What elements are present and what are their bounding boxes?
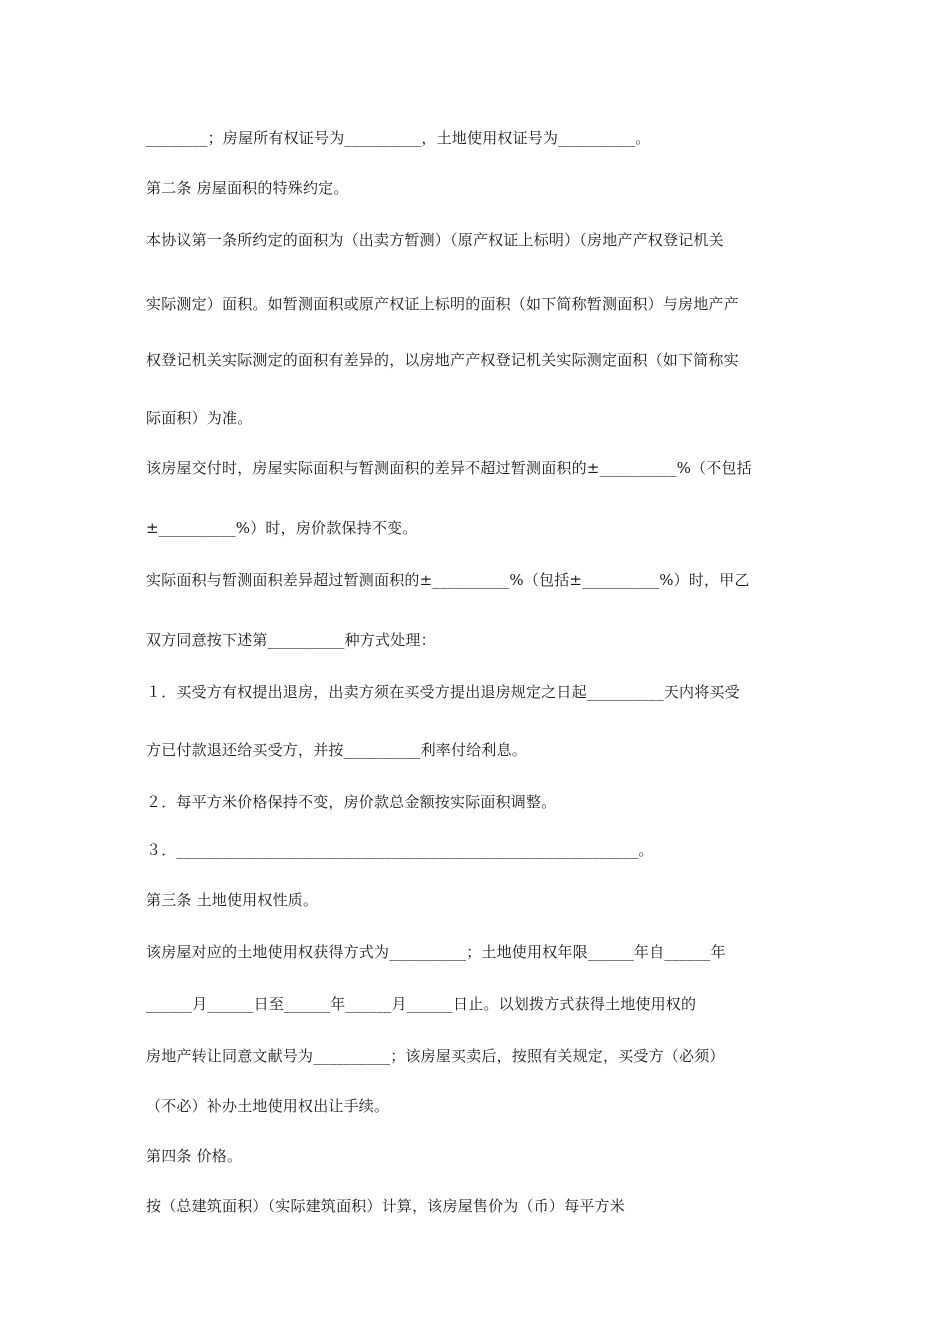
list-item: ３．____________________________________________________________。 — [146, 841, 654, 859]
section-heading: 第三条 土地使用权性质。 — [146, 891, 319, 909]
text-line: 权登记机关实际测定的面积有差异的，以房地产产权登记机关实际测定面积（如下简称实 — [146, 351, 739, 369]
text-line: 本协议第一条所约定的面积为（出卖方暂测）（原产权证上标明）（房地产产权登记机关 — [146, 231, 724, 249]
text-line: 实际面积与暂测面积差异超过暂测面积的±__________%（包括±__________%）时，甲乙 — [146, 571, 750, 589]
list-item: ２．每平方米价格保持不变，房价款总金额按实际面积调整。 — [146, 793, 557, 811]
text-line: ________；房屋所有权证号为__________，土地使用权证号为__________。 — [146, 129, 651, 147]
list-item: １．买受方有权提出退房，出卖方须在买受方提出退房规定之日起__________天内将买受 — [146, 683, 740, 701]
text-line: ±__________%）时，房价款保持不变。 — [146, 519, 418, 537]
text-line: （不必）补办土地使用权出让手续。 — [146, 1097, 390, 1115]
section-heading: 第二条 房屋面积的特殊约定。 — [146, 179, 349, 197]
section-heading: 第四条 价格。 — [146, 1147, 243, 1165]
text-line: 双方同意按下述第__________种方式处理： — [146, 631, 436, 649]
text-line: 际面积）为准。 — [146, 409, 253, 427]
text-line: 按（总建筑面积）（实际建筑面积）计算，该房屋售价为（币）每平方米 — [146, 1197, 625, 1215]
text-line: 该房屋交付时，房屋实际面积与暂测面积的差异不超过暂测面积的±__________%（不包括 — [146, 459, 752, 477]
text-line: 该房屋对应的土地使用权获得方式为__________；土地使用权年限______年自______年 — [146, 943, 726, 961]
text-line: 实际测定）面积。如暂测面积或原产权证上标明的面积（如下简称暂测面积）与房地产产 — [146, 295, 739, 313]
text-line: 房地产转让同意文献号为__________；该房屋买卖后，按照有关规定，买受方（必须） — [146, 1047, 725, 1065]
text-line: 方已付款退还给买受方，并按__________利率付给利息。 — [146, 741, 528, 759]
text-line: ______月______日至______年______月______日止。以划拨方式获得土地使用权的 — [146, 995, 697, 1013]
